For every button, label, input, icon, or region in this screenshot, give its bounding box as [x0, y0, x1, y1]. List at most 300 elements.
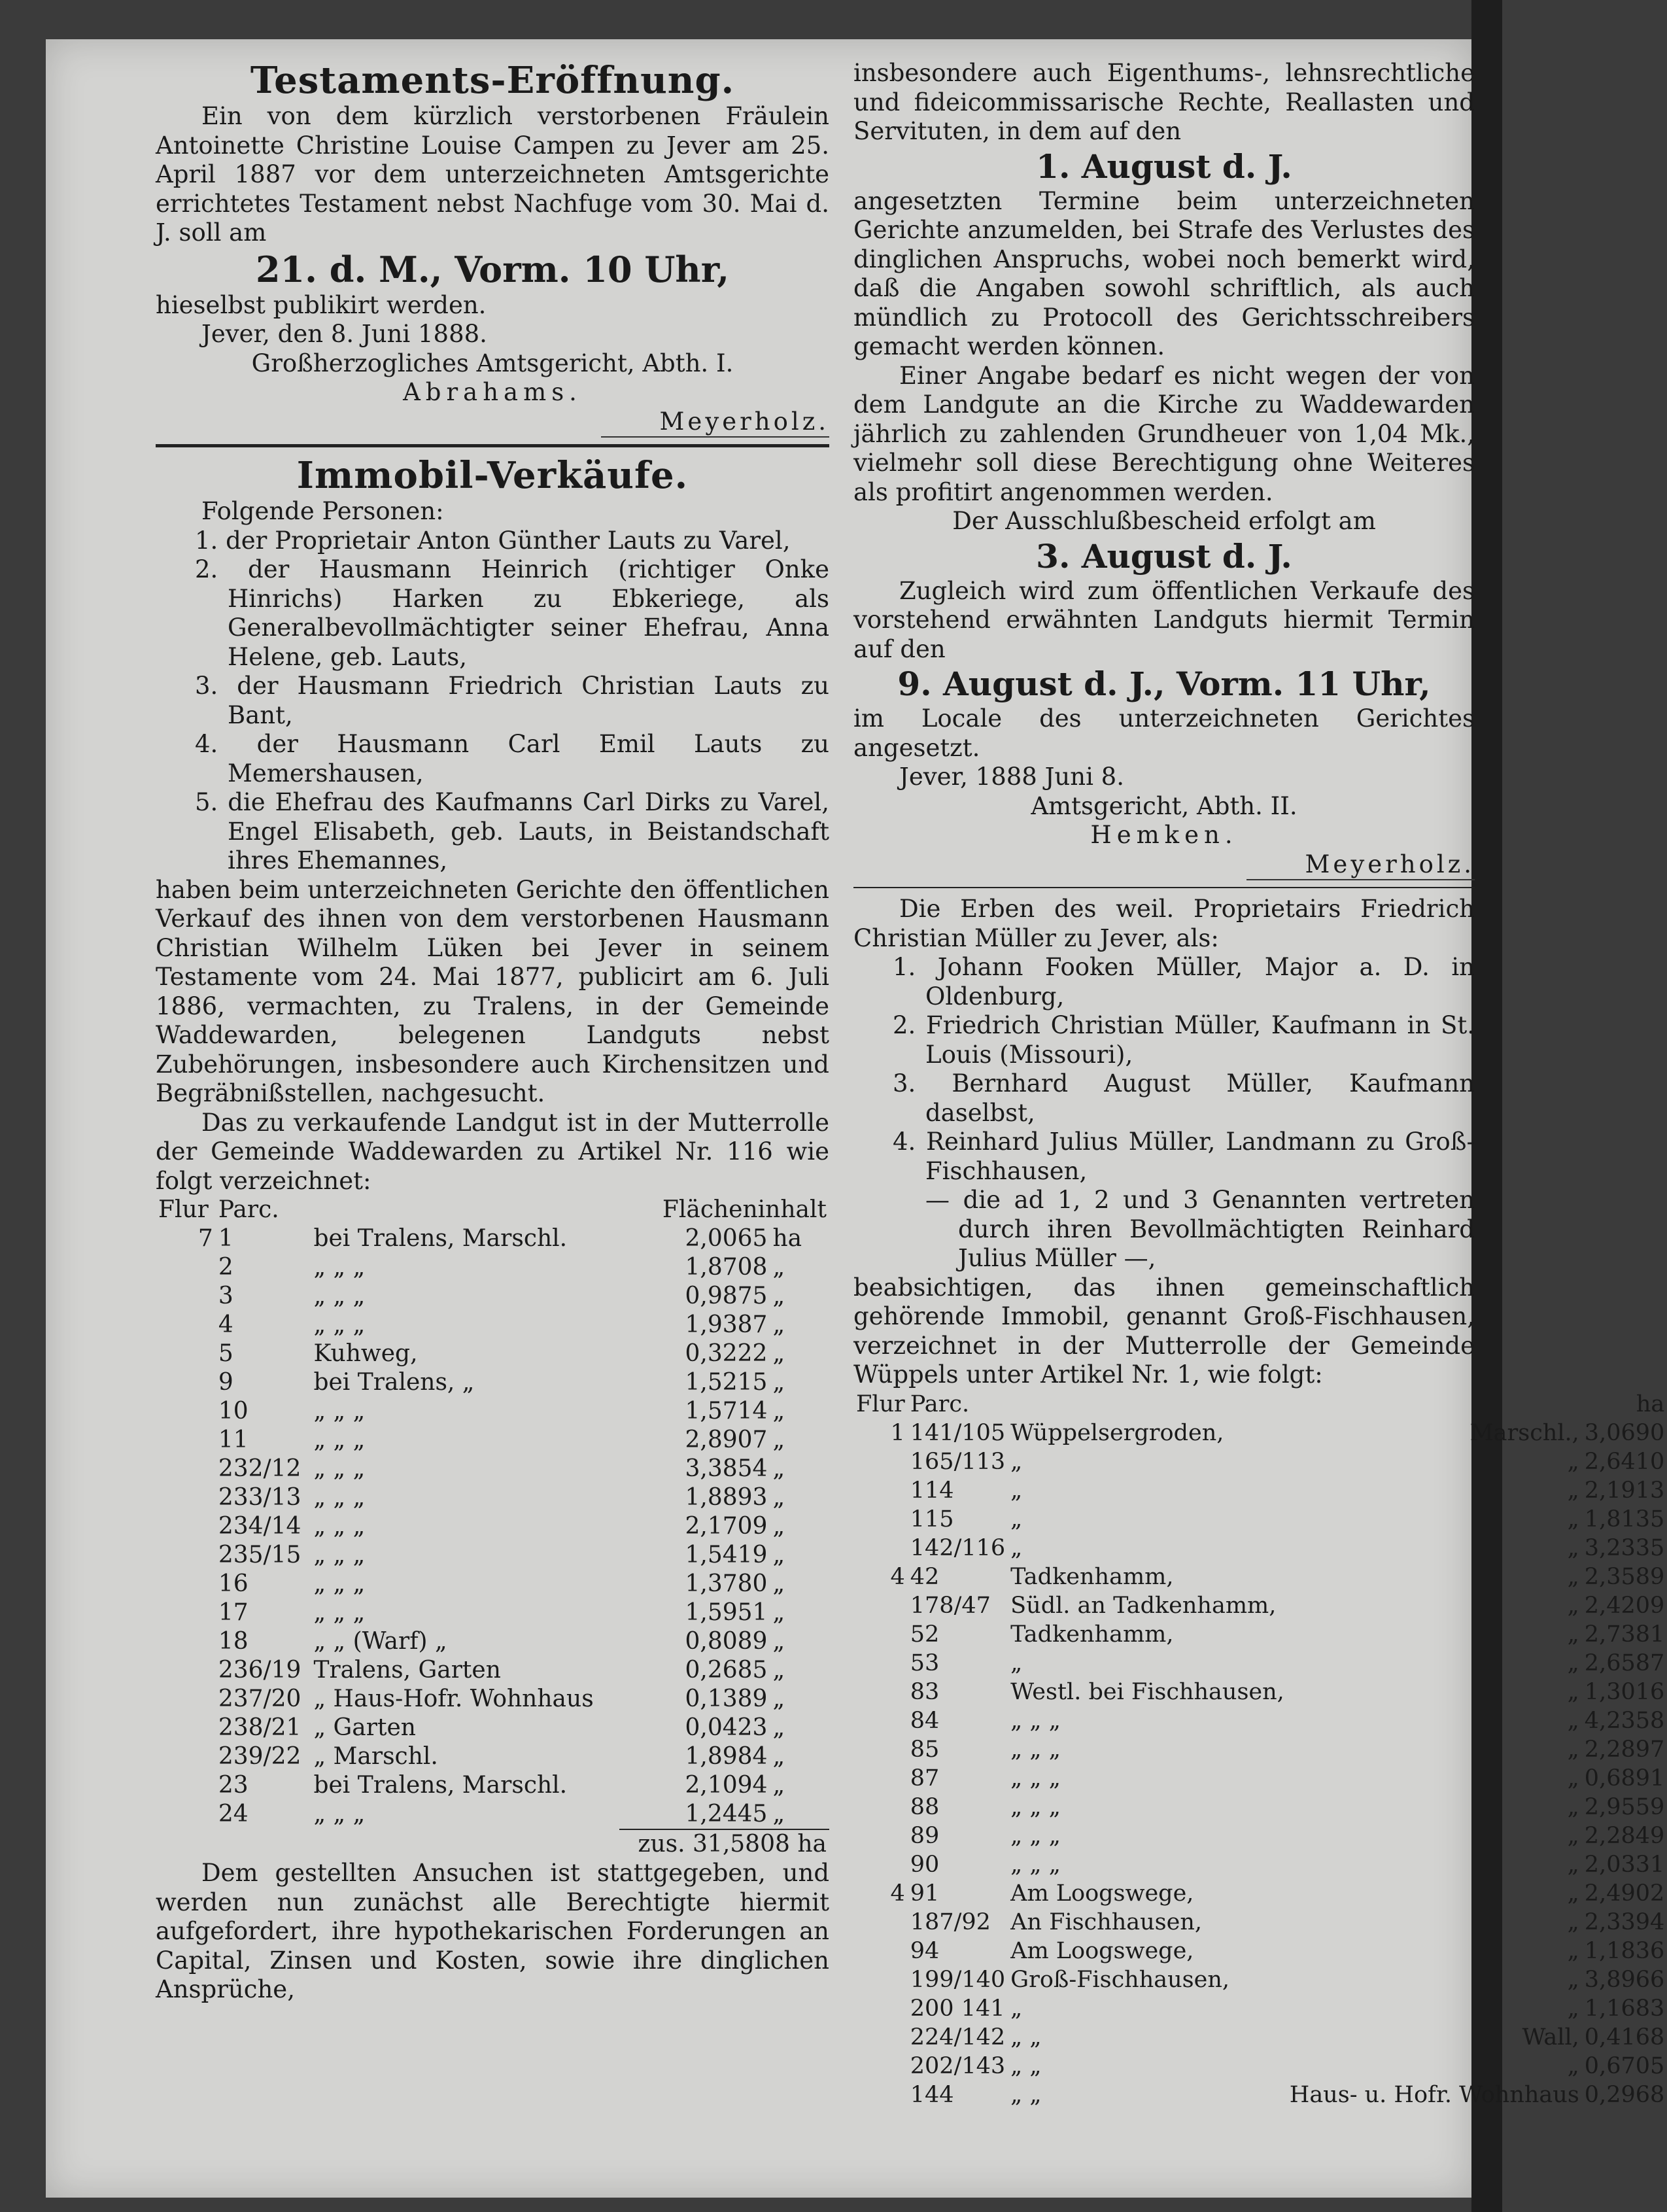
heirs-note: — die ad 1, 2 und 3 Genannten vertreten durch ihren Bevollmächtigten Reinhard Julius Müller —, [925, 1186, 1475, 1272]
testament-title: Testaments-Eröffnung. [250, 59, 735, 102]
table-cell: „ [1567, 1678, 1579, 1705]
table-cell: „ [772, 1513, 785, 1540]
table-cell: 114 [910, 1477, 954, 1504]
right-column [853, 59, 1665, 2109]
section-divider [853, 887, 1475, 888]
table-row [853, 1994, 1667, 2023]
col-parc: Parc. [910, 1391, 970, 1417]
table-cell: 2,7381 [1584, 1621, 1665, 1648]
table-cell: 11 [218, 1426, 249, 1453]
heir-item: 2. Friedrich Christian Müller, Kaufmann in St. Louis (Missouri), [893, 1011, 1475, 1069]
table-cell: 2,1094 [685, 1772, 768, 1799]
table-cell: 1,3016 [1584, 1678, 1665, 1705]
table-row [156, 1627, 829, 1656]
table-row [156, 1426, 829, 1455]
heir-item: 4. Reinhard Julius Müller, Landmann zu Groß-Fischhausen, [893, 1128, 1475, 1185]
table-cell: „ [1567, 1621, 1579, 1648]
table-cell: „ [1567, 1880, 1579, 1907]
table-row [853, 1764, 1667, 1793]
table-cell: 85 [910, 1736, 940, 1763]
date-august-1: 1. August d. J. [1036, 147, 1292, 186]
table-cell: „ [1010, 1534, 1023, 1561]
table-row [853, 1505, 1667, 1534]
table-cell: „ „ „ [313, 1283, 366, 1309]
date-august-9: 9. August d. J., Vorm. 11 Uhr, [897, 665, 1431, 703]
table-cell [853, 1822, 908, 1850]
table-cell: „ „ [1010, 2052, 1042, 2079]
table-cell: „ [1567, 1793, 1579, 1820]
table-cell: „ „ [1010, 2081, 1042, 2108]
person-item: 2. der Hausmann Heinrich (richtiger Onke Hinrichs) Harken zu Ebkeriege, als Generalbevollmächtigter seiner Ehefrau, Anna Helene, geb. Lauts, [195, 555, 829, 671]
testament-date: 21. d. M., Vorm. 10 Uhr, [255, 248, 730, 290]
table-cell: „ „ „ [1010, 1707, 1061, 1734]
table-cell: 0,3222 [685, 1340, 768, 1367]
table-cell: „ „ „ [313, 1426, 366, 1453]
person-item: 5. die Ehefrau des Kaufmanns Carl Dirks zu Varel, Engel Elisabeth, geb. Lauts, in Beistandschaft ihres Ehemannes, [195, 788, 829, 874]
right-court: Amtsgericht, Abth. II. [1031, 791, 1298, 820]
table-cell: 1,5951 [685, 1599, 768, 1626]
table-cell: 2,4209 [1584, 1592, 1665, 1619]
table-cell [853, 1793, 908, 1822]
table-cell: 2,1709 [685, 1513, 768, 1540]
table-cell [853, 2023, 908, 2052]
table-cell: „ [772, 1657, 785, 1684]
table-cell: „ [1567, 1506, 1579, 1532]
table-cell: 4,2358 [1584, 1707, 1665, 1734]
table-cell: 1,1683 [1584, 1995, 1665, 2022]
table-cell: 2,4902 [1584, 1880, 1665, 1907]
table-cell: „ [1010, 1448, 1023, 1475]
table-row [156, 1483, 829, 1512]
table-row [156, 1397, 829, 1426]
table-cell: 2 [218, 1254, 233, 1281]
table-cell: „ „ „ [313, 1398, 366, 1425]
col-area: ha [1636, 1391, 1665, 1417]
table-cell: 84 [910, 1707, 940, 1734]
table-cell: 202/143 [910, 2052, 1006, 2079]
table-cell: 90 [910, 1851, 940, 1878]
table-cell: 165/113 [910, 1448, 1006, 1475]
table-cell: „ „ [1010, 2024, 1042, 2050]
table-cell: „ „ „ [1010, 1736, 1061, 1763]
table-cell: 236/19 [218, 1657, 301, 1684]
table-cell: „ „ „ [313, 1254, 366, 1281]
table-cell [156, 1800, 216, 1829]
table-cell: 2,3394 [1584, 1909, 1665, 1935]
table-cell: „ „ „ [1010, 1851, 1061, 1878]
table-cell: „ „ „ [313, 1311, 366, 1338]
table-row [853, 1591, 1667, 1620]
right-judge: Hemken. [1090, 821, 1238, 849]
date-august-3: 3. August d. J. [1036, 536, 1292, 576]
table-cell: 1,8893 [685, 1484, 768, 1511]
table-cell: 3 [218, 1283, 233, 1309]
table-cell: 3,3854 [685, 1455, 768, 1482]
table-cell: „ [1010, 1995, 1023, 2022]
table-cell: 89 [910, 1822, 940, 1849]
table-cell: „ [1567, 1822, 1579, 1849]
table-cell: 0,6891 [1584, 1765, 1665, 1791]
table-cell: 115 [910, 1506, 954, 1532]
table-cell [853, 1850, 908, 1879]
table-cell: 0,4168 [1584, 2024, 1665, 2050]
table-cell: „ [1567, 1851, 1579, 1878]
table-cell [156, 1339, 216, 1368]
table-cell: „ „ „ [313, 1542, 366, 1568]
table-cell [853, 1447, 908, 1476]
table-cell: Wall, [1522, 2024, 1579, 2050]
table-cell: „ [772, 1570, 785, 1597]
table-cell [156, 1742, 216, 1771]
testament-court: Großherzogliches Amtsgericht, Abth. I. [251, 349, 734, 377]
table-cell: „ „ „ [1010, 1822, 1061, 1849]
table-cell [853, 1908, 908, 1937]
section-divider [156, 444, 829, 447]
col-area: Flächeninhalt [662, 1196, 827, 1223]
table-cell: bei Tralens, Marschl. [313, 1772, 568, 1799]
table-cell: „ [1567, 1909, 1579, 1935]
table-cell: 3,2335 [1584, 1534, 1665, 1561]
table-cell: 53 [910, 1650, 940, 1676]
table-header [853, 1390, 1667, 1419]
testament-body: Ein von dem kürzlich verstorbenen Fräulein Antoinette Christine Louise Campen zu Jever am 25. April 1887 vor dem unterzeichneten Amtsgerichte errichtetes Testament nebst Nachfuge vom 30. Mai d. J. soll am [156, 102, 829, 247]
table-cell: „ [772, 1685, 785, 1712]
table-cell [853, 1620, 908, 1649]
table-cell: 17 [218, 1599, 249, 1626]
table-cell: „ [772, 1340, 785, 1367]
table-row [853, 1419, 1667, 1447]
table-cell [853, 1678, 908, 1706]
table-row [156, 1455, 829, 1483]
table-row [853, 1937, 1667, 1965]
table-cell: „ [772, 1743, 785, 1770]
table-cell: 224/142 [910, 2024, 1006, 2050]
table-row [853, 1620, 1667, 1649]
table-cell [853, 1937, 908, 1965]
table-cell: 0,9875 [685, 1283, 768, 1309]
table-cell: 9 [218, 1369, 233, 1396]
table-cell: 187/92 [910, 1909, 991, 1935]
table-cell: „ [1567, 1937, 1579, 1964]
table-cell: „ „ „ [313, 1599, 366, 1626]
table-cell [156, 1599, 216, 1627]
table-cell: 0,8089 [685, 1628, 768, 1655]
table-cell: 178/47 [910, 1592, 991, 1619]
table-cell: Kuhweg, [313, 1340, 418, 1367]
table-cell: „ „ „ [313, 1801, 366, 1827]
table-cell: „ „ „ [1010, 1793, 1061, 1820]
table-cell: „ [1010, 1506, 1023, 1532]
table-cell: Tadkenhamm, [1010, 1621, 1174, 1648]
table-cell: 234/14 [218, 1513, 301, 1540]
table-row [156, 1339, 829, 1368]
table-cell: 1,5215 [685, 1369, 768, 1396]
table-row [853, 2052, 1667, 2081]
table-sum-row [156, 1829, 829, 1859]
table-cell: „ [772, 1311, 785, 1338]
table-cell [156, 1570, 216, 1599]
table-cell [156, 1455, 216, 1483]
table-cell: Wüppelsergroden, [1010, 1419, 1224, 1446]
table-cell: 4 [890, 1880, 905, 1907]
col-parc: Parc. [218, 1196, 279, 1223]
cont-text: insbesondere auch Eigenthums-, lehnsrechtliche und fideicommissarische Rechte, Reallasten und Servituten, in dem auf den [853, 59, 1475, 145]
table-cell [853, 2052, 908, 2081]
parcel-table-right [853, 1390, 1667, 2109]
table-cell: 2,9559 [1584, 1793, 1665, 1820]
table-row [853, 1793, 1667, 1822]
table-cell [853, 1735, 908, 1764]
sum-value: zus. 31,5808 ha [619, 1829, 829, 1859]
table-cell: Am Loogswege, [1010, 1880, 1194, 1907]
table-cell: „ [1567, 1966, 1579, 1993]
table-cell [156, 1253, 216, 1282]
table-cell: 2,6587 [1584, 1650, 1665, 1676]
table-cell: 52 [910, 1621, 940, 1648]
table-row [853, 1678, 1667, 1706]
table-cell [156, 1483, 216, 1512]
table-row [853, 1908, 1667, 1937]
table-cell: 24 [218, 1801, 249, 1827]
table-cell [156, 1714, 216, 1742]
table-row [853, 1965, 1667, 1994]
table-cell: „ „ „ [313, 1570, 366, 1597]
table-cell [853, 2081, 908, 2109]
table-cell [156, 1541, 216, 1570]
table-cell: 2,2849 [1584, 1822, 1665, 1849]
table-row [156, 1570, 829, 1599]
table-cell: „ [772, 1801, 785, 1827]
table-cell: „ [1567, 1592, 1579, 1619]
table-cell: „ [1567, 1563, 1579, 1590]
table-row [156, 1368, 829, 1397]
table-cell: 4 [218, 1311, 233, 1338]
table-row [156, 1253, 829, 1282]
table-row [156, 1512, 829, 1541]
person-item: 3. der Hausmann Friedrich Christian Lauts zu Bant, [195, 672, 829, 729]
table-row [853, 1534, 1667, 1563]
table-row [156, 1599, 829, 1627]
cont-text-6: im Locale des unterzeichneten Gerichtes angesetzt. [853, 704, 1475, 762]
signature-name: Meyerholz. [601, 407, 829, 438]
table-cell [156, 1368, 216, 1397]
cont-text-3: Einer Angabe bedarf es nicht wegen der von dem Landgute an die Kirche zu Waddewarden jährlich zu zahlenden Grundheuer von 1,04 Mk., vielmehr soll diese Berechtigung ohne Weiteres als profitirt angenommen werden. [853, 361, 1475, 506]
testament-signature [156, 407, 829, 438]
table-cell: 1,2445 [685, 1801, 768, 1827]
heir-item: 1. Johann Fooken Müller, Major a. D. in Oldenburg, [893, 953, 1475, 1011]
table-cell: 1,3780 [685, 1570, 768, 1597]
table-cell [156, 1311, 216, 1339]
table-cell: „ [1010, 1650, 1023, 1676]
table-cell: 232/12 [218, 1455, 301, 1482]
table-cell: 2,0065 [685, 1225, 768, 1252]
table-cell: 144 [910, 2081, 954, 2108]
table-cell [853, 1505, 908, 1534]
signature-name: Meyerholz. [1246, 850, 1475, 881]
table-cell: 2,8907 [685, 1426, 768, 1453]
table-cell: „ [1567, 1736, 1579, 1763]
table-cell: 83 [910, 1678, 940, 1705]
heirs-intro: Die Erben des weil. Proprietairs Friedrich Christian Müller zu Jever, als: [853, 895, 1475, 952]
table-cell: 1,8708 [685, 1254, 768, 1281]
table-row [853, 1879, 1667, 1908]
immobil-body3: Dem gestellten Ansuchen ist stattgegeben, und werden nun zunächst alle Berechtigte hiermit aufgefordert, ihre hypothekarischen Forderungen an Capital, Zinsen und Kosten, sowie ihre dinglichen Ansprüche, [156, 1859, 829, 2003]
table-cell [156, 1685, 216, 1714]
table-cell: Westl. bei Fischhausen, [1010, 1678, 1284, 1705]
table-cell: „ [1567, 1477, 1579, 1504]
table-cell: 235/15 [218, 1542, 301, 1568]
immobil-body1: haben beim unterzeichneten Gerichte den öffentlichen Verkauf des ihnen von dem verstorbenen Hausmann Christian Wilhelm Lüken bei Jever in seinem Testamente vom 24. Mai 1877, publicirt am 6. Juli 1886, vermachten, zu Tralens, in der Gemeinde Waddewarden, belegenen Landguts nebst Zubehörungen, insbesondere auch Kirchensitzen und Begräbnißstellen, nachgesucht. [156, 875, 829, 1107]
table-cell: 18 [218, 1628, 249, 1655]
table-row [853, 1735, 1667, 1764]
table-cell: „ Garten [313, 1714, 416, 1741]
table-cell: 233/13 [218, 1484, 301, 1511]
table-cell [156, 1627, 216, 1656]
table-cell: „ „ „ [313, 1513, 366, 1540]
table-cell: bei Tralens, „ [313, 1369, 475, 1396]
heirs-body: beabsichtigen, das ihnen gemeinschaftlich gehörende Immobil, genannt Groß-Fischhausen, verzeichnet in der Mutterrolle der Gemeinde Wüppels unter Artikel Nr. 1, wie folgt: [853, 1273, 1475, 1389]
person-item: 1. der Proprietair Anton Günther Lauts zu Varel, [195, 526, 791, 555]
table-cell: 1,5419 [685, 1542, 768, 1568]
table-cell [853, 1476, 908, 1505]
heir-item: 3. Bernhard August Müller, Kaufmann daselbst, [893, 1069, 1475, 1127]
table-cell: „ [772, 1426, 785, 1453]
table-cell [156, 1282, 216, 1311]
table-cell: 1,8984 [685, 1743, 768, 1770]
table-cell [853, 1706, 908, 1735]
table-cell: „ [772, 1369, 785, 1396]
table-cell: Marschl., [1469, 1419, 1579, 1446]
col-flur: Flur [856, 1391, 905, 1417]
table-cell: 4 [890, 1563, 905, 1590]
table-cell: „ Marschl. [313, 1743, 438, 1770]
table-cell: 2,2897 [1584, 1736, 1665, 1763]
table-cell: „ [772, 1455, 785, 1482]
table-row [156, 1771, 829, 1800]
table-cell: Haus- u. Hofr. Wohnhaus [1289, 2081, 1579, 2108]
table-row [156, 1541, 829, 1570]
left-column [156, 59, 829, 2005]
table-cell: 1 [890, 1419, 905, 1446]
table-row [853, 2081, 1667, 2109]
cont-text-4: Der Ausschlußbescheid erfolgt am [952, 507, 1376, 535]
table-row [853, 2023, 1667, 2052]
table-cell: „ [772, 1599, 785, 1626]
table-cell: 2,0331 [1584, 1851, 1665, 1878]
table-row [156, 1282, 829, 1311]
table-cell: An Fischhausen, [1010, 1909, 1202, 1935]
table-row [853, 1706, 1667, 1735]
table-cell [853, 1649, 908, 1678]
table-row [156, 1685, 829, 1714]
table-cell: 238/21 [218, 1714, 301, 1741]
table-row [853, 1822, 1667, 1850]
table-cell: „ „ „ [1010, 1765, 1061, 1791]
table-cell: 1 [218, 1225, 233, 1252]
table-cell: 239/22 [218, 1743, 301, 1770]
table-cell: „ [772, 1542, 785, 1568]
table-cell: 237/20 [218, 1685, 301, 1712]
table-cell: „ [772, 1628, 785, 1655]
table-cell: 0,6705 [1584, 2052, 1665, 2079]
table-cell: 16 [218, 1570, 249, 1597]
table-cell [156, 1656, 216, 1685]
table-cell: 1,9387 [685, 1311, 768, 1338]
table-cell: „ [772, 1254, 785, 1281]
parcel-table-left [156, 1196, 829, 1859]
table-row [156, 1224, 829, 1253]
table-row [853, 1563, 1667, 1591]
immobil-body2: Das zu verkaufende Landgut ist in der Mutterrolle der Gemeinde Waddewarden zu Artikel Nr. 116 wie folgt verzeichnet: [156, 1108, 829, 1195]
table-cell: „ [772, 1714, 785, 1741]
table-cell: „ [1010, 1477, 1023, 1504]
table-cell: 141/105 [910, 1419, 1006, 1446]
table-row [156, 1311, 829, 1339]
table-cell: Groß-Fischhausen, [1010, 1966, 1230, 1993]
table-cell: 42 [910, 1563, 940, 1590]
table-cell: 142/116 [910, 1534, 1006, 1561]
testament-after: hieselbst publikirt werden. [156, 290, 487, 319]
table-cell: 0,0423 [685, 1714, 768, 1741]
table-row [853, 1447, 1667, 1476]
table-cell [156, 1771, 216, 1800]
table-cell [156, 1426, 216, 1455]
table-cell: 1,8135 [1584, 1506, 1665, 1532]
table-cell: „ Haus-Hofr. Wohnhaus [313, 1685, 594, 1712]
table-row [156, 1656, 829, 1685]
table-cell: 2,3589 [1584, 1563, 1665, 1590]
table-cell: „ [1567, 1995, 1579, 2022]
cont-text-5: Zugleich wird zum öffentlichen Verkaufe des vorstehend erwähnten Landguts hiermit Termin auf den [853, 576, 1475, 663]
table-cell [853, 1591, 908, 1620]
person-item: 4. der Hausmann Carl Emil Lauts zu Memershausen, [195, 730, 829, 787]
cont-text-2: angesetzten Termine beim unterzeichneten Gerichte anzumelden, bei Strafe des Verlustes des dinglichen Anspruchs, wobei noch bemerkt wird, daß die Angaben sowohl schriftlich, als auch mündlich zu Protocoll des Gerichtsschreibers gemacht werden können. [853, 186, 1475, 360]
table-cell: Südl. an Tadkenhamm, [1010, 1592, 1277, 1619]
table-cell: 10 [218, 1398, 249, 1425]
table-cell: 3,0690 [1584, 1419, 1665, 1446]
table-cell: 1,5714 [685, 1398, 768, 1425]
table-cell: 1,1836 [1584, 1937, 1665, 1964]
col-flur: Flur [158, 1196, 209, 1223]
table-cell: 0,2685 [685, 1657, 768, 1684]
table-cell: 88 [910, 1793, 940, 1820]
table-cell: ha [772, 1225, 802, 1252]
table-cell [853, 1965, 908, 1994]
table-cell [156, 1512, 216, 1541]
table-cell: „ [772, 1398, 785, 1425]
table-cell: 3,8966 [1584, 1966, 1665, 1993]
table-cell: 0,2968 [1584, 2081, 1665, 2108]
table-cell: „ [1567, 1534, 1579, 1561]
table-cell: 23 [218, 1772, 249, 1799]
table-cell: „ [772, 1772, 785, 1799]
immobil-intro: Folgende Personen: [201, 497, 444, 525]
table-header [156, 1196, 829, 1224]
table-cell: Tralens, Garten [313, 1657, 501, 1684]
table-cell: „ [772, 1283, 785, 1309]
table-cell: „ „ „ [313, 1484, 366, 1511]
table-cell: Tadkenhamm, [1010, 1563, 1174, 1590]
table-cell: bei Tralens, Marschl. [313, 1225, 568, 1252]
immobil-title: Immobil-Verkäufe. [296, 454, 689, 497]
table-cell [853, 1994, 908, 2023]
table-cell: Am Loogswege, [1010, 1937, 1194, 1964]
testament-place: Jever, den 8. Juni 1888. [201, 320, 487, 348]
table-cell: 94 [910, 1937, 940, 1964]
table-cell: „ „ „ [313, 1455, 366, 1482]
table-cell: „ [1567, 1707, 1579, 1734]
table-cell: „ [1567, 1765, 1579, 1791]
